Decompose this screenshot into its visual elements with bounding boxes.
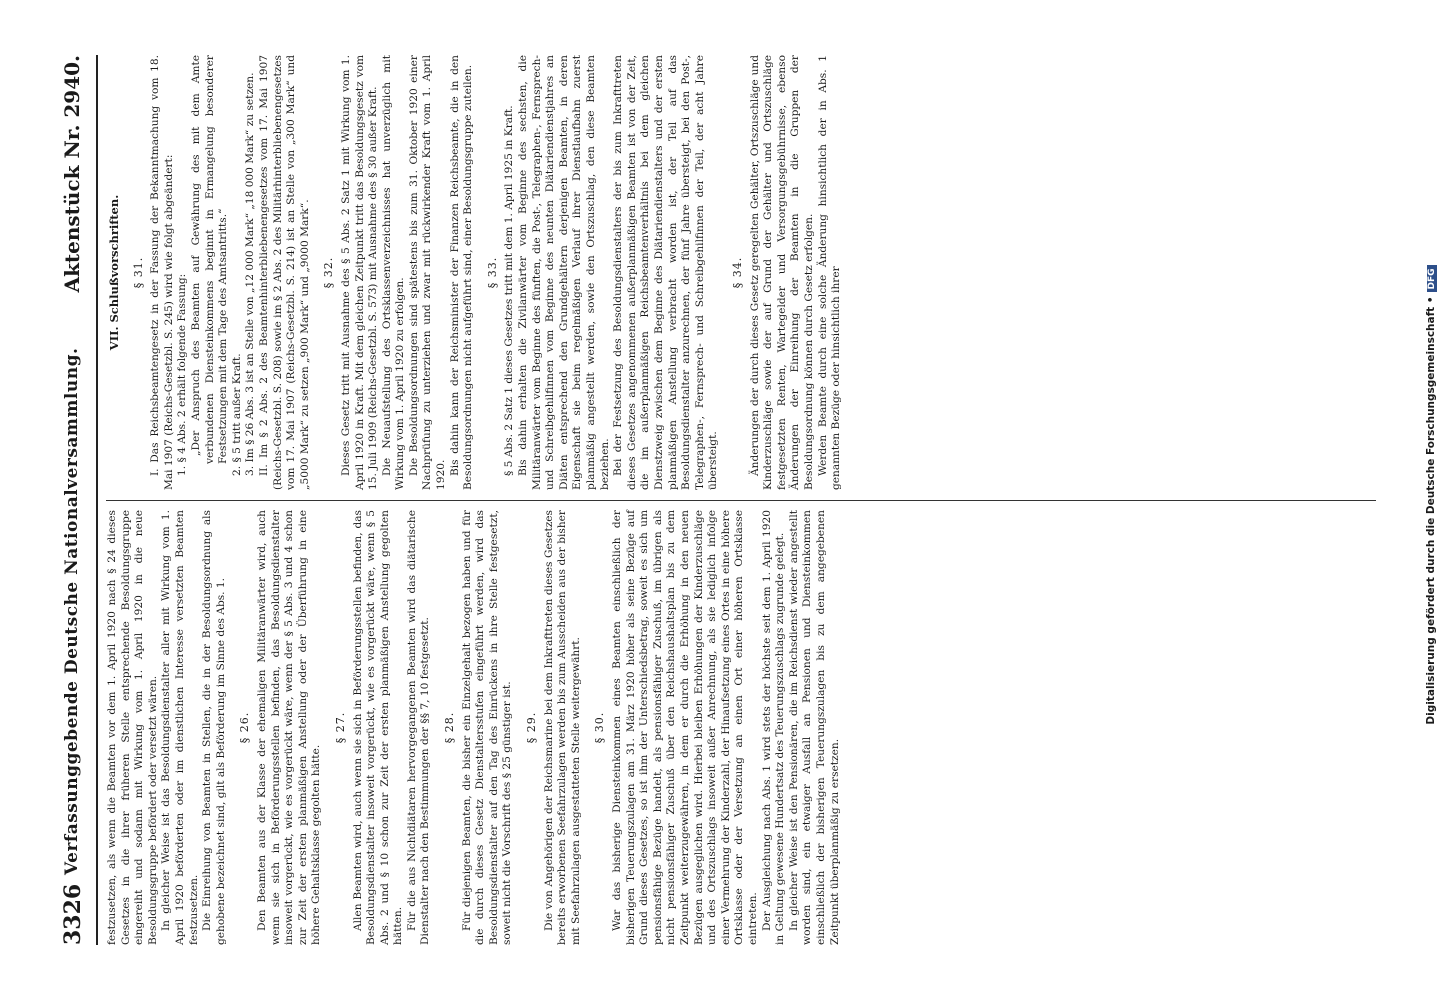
header-rule (96, 55, 98, 945)
dfg-logo: DFG (1427, 265, 1437, 292)
page-header (58, 55, 92, 945)
paragraph: Dieses Gesetz tritt mit Ausnahme des § 5 Abs. 2 Satz 1 mit Wirkung vom 1. April 1920 in Kraft. Mit dem gleichen Zeitpunkt tritt das Besoldungsgesetz vom 15. Juli 1909 (Reichs-Gesetzbl. S. 573) mit Ausnahme des § 30 außer Kraft. (339, 55, 380, 490)
right-column (106, 55, 1376, 490)
paragraph: Bis dahin kann der Reichsminister der Finanzen Reichsbeamte, die in den Besoldungsordnungen nicht aufgeführt sind, einer Besoldungsgruppe zuteilen. (448, 55, 475, 490)
paragraph: War das bisherige Diensteinkommen eines Beamten einschließlich der bisherigen Teuerungszulagen am 31. März 1920 höher als seine Bezüge auf Grund dieses Gesetzes, so ist ihm der Unterschiedsbetrag, soweit es sich um pensionsfähige Bezüge handelt, als pensionsfähiger Zuschuß, im übrigen als nicht pensionsfähiger Zuschuß über den Reichshaushaltsplan bis zu dem Zeitpunkt weiterzugewähren, in dem er durch die Erhöhung in den neuen Bezügen ausgeglichen wird. Hierbei bleiben Erhöhungen der Kinderzuschläge und des Ortszuschlags insoweit außer Anrechnung, als sie lediglich infolge einer Vermehrung der Kinderzahl, der Hinaufsetzung eines Ortes in eine höhere Ortsklasse oder der Versetzung an einen Ort einer höheren Ortsklasse eintreten. (611, 510, 759, 945)
paragraph: 3. Im § 26 Abs. 3 ist an Stelle von „12 000 Mark“ „18 000 Mark“ zu setzen. (244, 72, 257, 476)
document-page (50, 25, 1390, 975)
paragraph: In gleicher Weise ist das Besoldungsdienstalter aller mit Wirkung vom 1. April 1920 beförderten oder im dienstlichen Interesse versetzten Beamten festzusetzen. (160, 510, 200, 945)
section-heading: § 32. (322, 256, 336, 289)
section-heading: § 31. (131, 256, 145, 289)
paragraph: I. Das Reichsbeamtengesetz in der Fassung der Bekanntmachung vom 18. Mai 1907 (Reichs-Gesetzbl. S. 245) wird wie folgt abgeändert: (149, 55, 175, 490)
paragraph: Die Einreihung von Beamten in Stellen, die in der Besoldungsordnung als gehobene bezeichnet sind, gilt als Beförderung im Sinne des Abs. 1. (201, 510, 227, 945)
paragraph: Die von Angehörigen der Reichsmarine bei dem Inkrafttreten dieses Gesetzes bereits erworbenen Seefahrzulagen werden bis zum Ausscheiden aus der bisher mit Seefahrzulagen ausgestatteten Stelle weitergewährt. (542, 510, 582, 945)
paragraph: 1. § 4 Abs. 2 erhält folgende Fassung: (176, 273, 189, 476)
paragraph: Die Besoldungsordnungen sind spätestens bis zum 31. Oktober 1920 einer Nachprüfung zu unterziehen und zwar mit rückwirkender Kraft vom 1. April 1920. (407, 55, 448, 490)
paragraph: § 5 Abs. 2 Satz 1 dieses Gesetzes tritt mit dem 1. April 1925 in Kraft. (503, 105, 516, 476)
paragraph: Werden Beamte durch eine solche Änderung hinsichtlich der in Abs. 1 genannten Bezüge oder hinsichtlich ihrer (816, 55, 843, 490)
section-heading: § 34. (730, 256, 744, 289)
document-number: Aktenstück Nr. 2940. (60, 55, 84, 293)
paragraph: festzusetzen, als wenn die Beamten vor dem 1. April 1920 nach § 24 dieses Gesetzes in die ihrer früheren Stelle entsprechende Besoldungsgruppe eingereiht und sodann mit Wirkung vom 1. April 1920 in die neue Besoldungsgruppe befördert oder versetzt wären. (106, 510, 159, 945)
section-heading: § 26. (238, 711, 252, 744)
digitization-credit (1405, 0, 1435, 1000)
credit-text: Digitalisierung gefördert durch die Deutsche Forschungsgemeinschaft • (1425, 296, 1437, 725)
paragraph: Bis dahin erhalten die Zivilanwärter vom Beginne des sechsten, die Militäranwärter vom Beginne des fünften, die Post-, Telegraphen-, Fernsprech- und Schreibgehilfinnen vom Beginne des neunten Diätariendienstjahres an Diäten entsprechend den Grundgehältern derjenigen Beamten, in deren Eigenschaft sie beim regelmäßigen Verlauf ihrer Dienstlaufbahn zuerst planmäßig angestellt werden, sowie den Ortszuschlag, den diese Beamten beziehen. (517, 55, 611, 490)
paragraph: Die Neuaufstellung des Ortsklassenverzeichnisses hat unverzüglich mit Wirkung vom 1. April 1920 zu erfolgen. (380, 55, 407, 490)
quoted-paragraph: „Der Anspruch des Beamten auf Gewährung des mit dem Amte verbundenen Diensteinkommens beginnt in Ermangelung besonderer Festsetzungen mit dem Tage des Amtsantritts.“ (189, 55, 230, 464)
paragraph: Der Ausgleichung nach Abs. 1 wird stets der höchste seit dem 1. April 1920 in Geltung gewesene Hundertsatz des Teuerungszuschlags zugrunde gelegt. (760, 510, 787, 945)
section-heading: § 27. (333, 711, 347, 744)
paragraph: 2. § 5 tritt außer Kraft. (230, 353, 243, 476)
paragraph: Bei der Festsetzung des Besoldungsdienstalters der bis zum Inkrafttreten dieses Gesetzes angenommenen außerplanmäßigen Beamten ist von der Zeit, die im außerplanmäßigen Reichsbeamtenverhältnis bei dem gleichen Dienstzweig zwischen dem Beginne des Diätariendienstalters und der ersten planmäßigen Anstellung verbracht worden ist, der Teil auf das Besoldungsdienstalter anzurechnen, der fünf Jahre übersteigt, bei den Post-, Telegraphen-, Fernsprech- und Schreibgehilfinnen der Teil, der acht Jahre übersteigt. (612, 55, 720, 490)
section-heading: § 28. (443, 711, 457, 744)
section-heading: § 33. (485, 256, 499, 289)
paragraph: Änderungen der durch dieses Gesetz geregelten Gehälter, Ortszuschläge und Kinderzuschläge sowie der auf Grund der Gehälter und Ortszuschläge festgesetzten Renten, Wartegelder und Versorgungsgebührnisse, ebenso Änderungen der Einreihung der Beamten in die Gruppen der Besoldungsordnung können durch Gesetz erfolgen. (748, 55, 815, 490)
paragraph: Für diejenigen Beamten, die bisher ein Einzelgehalt bezogen haben und für die durch dieses Gesetz Dienstaltersstufen eingeführt werden, wird das Besoldungsdienstalter auf den Tag des Einrückens in ihre Stelle festgesetzt, soweit nicht die Vorschrift des § 25 günstiger ist. (460, 510, 514, 945)
section-heading: § 30. (593, 711, 607, 744)
paragraph: In gleicher Weise ist den Pensionären, die im Reichsdienst wieder angestellt worden sind, ein etwaiger Ausfall an Pensionen und Diensteinkommen einschließlich der bisherigen Teuerungszulagen bis zu dem angegebenen Zeitpunkt überplanmäßig zu ersetzen. (787, 510, 841, 945)
column-divider (106, 500, 1376, 501)
paragraph: Für die aus Nichtdiätaren hervorgegangenen Beamten wird das diätarische Dienstalter nach den Bestimmungen der §§ 7, 10 festgesetzt. (405, 510, 432, 945)
paragraph: II. Im § 2 Abs. 2 des Beamtenhinterbliebenengesetzes vom 17. Mai 1907 (Reichs-Gesetzbl. S. 208) sowie im § 2 Abs. 2 des Militärhinterbliebenengesetzes vom 17. Mai 1907 (Reichs-Gesetzbl. S. 214) ist an Stelle von „300 Mark“ und „5000 Mark“ zu setzen „900 Mark“ und „9000 Mark“. (257, 55, 311, 490)
paragraph: Allen Beamten wird, auch wenn sie sich in Beförderungsstellen befinden, das Besoldungsdienstalter insoweit vorgerückt, wie es vorgerückt wäre, wenn § 5 Abs. 2 und § 10 schon zur Zeit der ersten planmäßigen Anstellung gegolten hätten. (351, 510, 405, 945)
paragraph: Den Beamten aus der Klasse der ehemaligen Militäranwärter wird, auch wenn sie sich in Beförderungsstellen befinden, das Besoldungsdienstalter insoweit vorgerückt, wie es vorgerückt wäre, wenn der § 5 Abs. 3 und 4 schon zur Zeit der ersten planmäßigen Anstellung oder der Überführung in eine höhere Gehaltsklasse gegolten hätte. (255, 510, 323, 945)
chapter-heading: VII. Schlußvorschriften. (107, 194, 121, 351)
left-column (106, 510, 1376, 945)
page-number: 3326 (60, 883, 86, 945)
section-heading: § 29. (525, 711, 539, 744)
running-title: Verfassunggebende Deutsche Nationalversammlung. (62, 347, 82, 875)
